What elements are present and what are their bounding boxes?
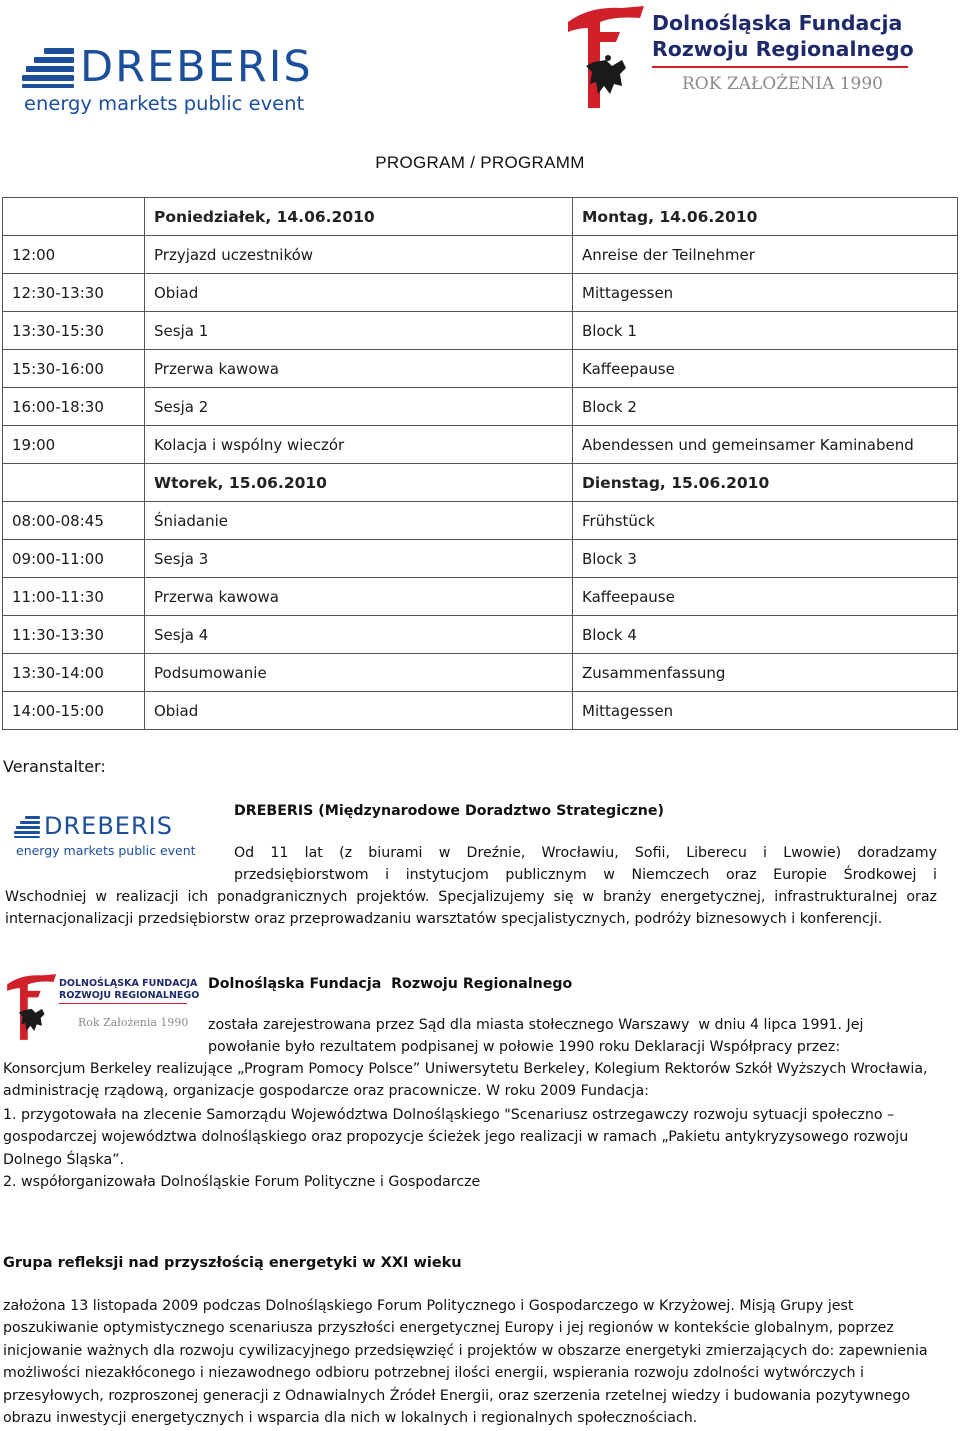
foundation-logo-founded: Rok Założenia 1990 [78, 1016, 189, 1029]
activity-de: Block 2 [573, 388, 958, 426]
foundation-description: Konsorcjum Berkeley realizujące „Program Pomocy Polsce” Uniwersytetu Berkeley, Kolegium Rektorów Szkół Wyższych Wrocławia, administrację rządową, organizacje gospodarcze oraz pracownicze. W roku 2009 Fundacja: [3, 1061, 928, 1100]
time-cell: 13:30-15:30 [3, 312, 145, 350]
time-cell: 16:00-18:30 [3, 388, 145, 426]
table-row [3, 388, 958, 426]
day-header-pl: Wtorek, 15.06.2010 [145, 464, 573, 502]
time-cell: 09:00-11:00 [3, 540, 145, 578]
activity-de: Kaffeepause [573, 578, 958, 616]
activity-pl: Sesja 2 [145, 388, 573, 426]
day-header-row [3, 198, 958, 236]
activity-de: Mittagessen [573, 692, 958, 730]
activity-de: Block 4 [573, 616, 958, 654]
foundation-heading: Dolnośląska Fundacja Rozwoju Regionalnego [208, 976, 573, 992]
organizers-label: Veranstalter: [3, 757, 106, 776]
time-cell: 12:00 [3, 236, 145, 274]
table-row [3, 350, 958, 388]
activity-de: Abendessen und gemeinsamer Kaminabend [573, 426, 958, 464]
activity-pl: Śniadanie [145, 502, 573, 540]
activity-pl: Sesja 4 [145, 616, 573, 654]
activity-pl: Sesja 3 [145, 540, 573, 578]
time-cell [3, 198, 145, 236]
reflection-group-heading: Grupa refleksji nad przyszłością energetyki w XXI wieku [3, 1255, 462, 1271]
activity-pl: Podsumowanie [145, 654, 573, 692]
dreberis-logo-small [14, 812, 214, 862]
table-row [3, 692, 958, 730]
foundation-divider [59, 1003, 187, 1004]
activity-de: Block 1 [573, 312, 958, 350]
activity-pl: Obiad [145, 274, 573, 312]
time-cell: 15:30-16:00 [3, 350, 145, 388]
foundation-item-1: 1. przygotowała na zlecenie Samorządu Województwa Dolnośląskiego "Scenariusz ostrzegawczy rozwoju sytuacji społeczno – gospodarczej województwa dolnośląskiego oraz propozycje ścieżek jego realizacji w ramach „Pakietu antykryzysowego rozwoju Dolnego Śląska”. [3, 1107, 909, 1168]
dreberis-description: Wschodniej w realizacji ich ponadgranicznych projektów. Specjalizujemy się w branży energetycznej, infrastrukturalnej oraz internacjonalizacji przedsiębiorstw oraz przeprowadzaniu warsztatów specjalistycznych, podróży biznesowych i konferencji. [5, 889, 937, 928]
activity-pl: Przerwa kawowa [145, 350, 573, 388]
time-cell: 14:00-15:00 [3, 692, 145, 730]
foundation-name-line1: Dolnośląska Fundacja [652, 11, 903, 35]
foundation-logo-line2: ROZWOJU REGIONALNEGO [59, 990, 200, 1001]
time-cell: 08:00-08:45 [3, 502, 145, 540]
foundation-founded: ROK ZAŁOŻENIA 1990 [682, 74, 883, 94]
foundation-item-2: 2. współorganizowała Dolnośląskie Forum Polityczne i Gospodarcze [3, 1174, 481, 1190]
program-table [2, 197, 958, 730]
dreberis-tagline: energy markets public event [24, 92, 305, 115]
foundation-logo [560, 2, 920, 112]
dreberis-stripes-icon [14, 816, 40, 836]
activity-de: Block 3 [573, 540, 958, 578]
activity-pl: Przerwa kawowa [145, 578, 573, 616]
dreberis-line2: przedsiębiorstwom i instytucjom publicznym w Niemczech oraz Europie Środkowej i [234, 867, 937, 883]
activity-pl: Kolacja i wspólny wieczór [145, 426, 573, 464]
dreberis-stripes-icon [22, 48, 74, 88]
reflection-group-body: założona 13 listopada 2009 podczas Dolnośląskiego Forum Politycznego i Gospodarczego w Krzyżowej. Misją Grupy jest poszukiwanie optymistycznego scenariusza przyszłości energetycznej Europy i jej regionów w kontekście globalnym, poprzez inicjowanie ważnych dla rozwoju cywilizacyjnego przedsięwzięć i projektów w obszarze energetyki zmierzających do: zapewnienia możliwości niezakłóconego i niezawodnego odbioru potrzebnej ilości energii, wspierania rozwoju zdolności wytwórczych i przesyłowych, rozproszonej generacji z Odnawialnych Źródeł Energii, oraz szerzenia rzetelnej wiedzy i budowania pozytywnego obrazu inwestycji energetycznych i wsparcia dla nich w lokalnych i regionalnych społecznościach. [3, 1298, 928, 1427]
activity-de: Zusammenfassung [573, 654, 958, 692]
dreberis-logo [22, 40, 312, 115]
activity-pl: Sesja 1 [145, 312, 573, 350]
program-title: PROGRAM / PROGRAMM [375, 153, 585, 172]
time-cell [3, 464, 145, 502]
table-row [3, 502, 958, 540]
table-row [3, 616, 958, 654]
activity-pl: Obiad [145, 692, 573, 730]
time-cell: 11:30-13:30 [3, 616, 145, 654]
dreberis-tagline: energy markets public event [16, 843, 196, 858]
dreberis-wordmark: DREBERIS [44, 812, 173, 840]
table-row [3, 426, 958, 464]
activity-de: Mittagessen [573, 274, 958, 312]
day-header-de: Dienstag, 15.06.2010 [573, 464, 958, 502]
activity-de: Anreise der Teilnehmer [573, 236, 958, 274]
time-cell: 12:30-13:30 [3, 274, 145, 312]
foundation-divider [652, 66, 908, 68]
time-cell: 11:00-11:30 [3, 578, 145, 616]
foundation-line1: została zarejestrowana przez Sąd dla miasta stołecznego Warszawy w dniu 4 lipca 1991. Jej [208, 1017, 864, 1033]
foundation-name-line2: Rozwoju Regionalnego [652, 37, 914, 61]
activity-pl: Przyjazd uczestników [145, 236, 573, 274]
time-cell: 13:30-14:00 [3, 654, 145, 692]
dreberis-heading: DREBERIS (Międzynarodowe Doradztwo Strategiczne) [234, 803, 664, 819]
day-header-pl: Poniedziałek, 14.06.2010 [145, 198, 573, 236]
table-row [3, 312, 958, 350]
foundation-logo-small [2, 968, 200, 1048]
day-header-de: Montag, 14.06.2010 [573, 198, 958, 236]
time-cell: 19:00 [3, 426, 145, 464]
foundation-line2: powołanie było rezultatem podpisanej w połowie 1990 roku Deklaracji Współpracy przez: [208, 1039, 841, 1055]
table-row [3, 578, 958, 616]
table-row [3, 236, 958, 274]
foundation-f-emblem-icon [2, 968, 60, 1046]
foundation-logo-line1: DOLNOŚLĄSKA FUNDACJA [59, 978, 198, 989]
dreberis-wordmark: DREBERIS [80, 42, 313, 92]
table-row [3, 274, 958, 312]
dreberis-line1: Od 11 lat (z biurami w Dreźnie, Wrocławiu, Sofii, Liberecu i Lwowie) doradzamy [234, 845, 937, 861]
table-row [3, 654, 958, 692]
activity-de: Kaffeepause [573, 350, 958, 388]
activity-de: Frühstück [573, 502, 958, 540]
table-row [3, 540, 958, 578]
foundation-f-emblem-icon [560, 2, 650, 112]
day-header-row [3, 464, 958, 502]
